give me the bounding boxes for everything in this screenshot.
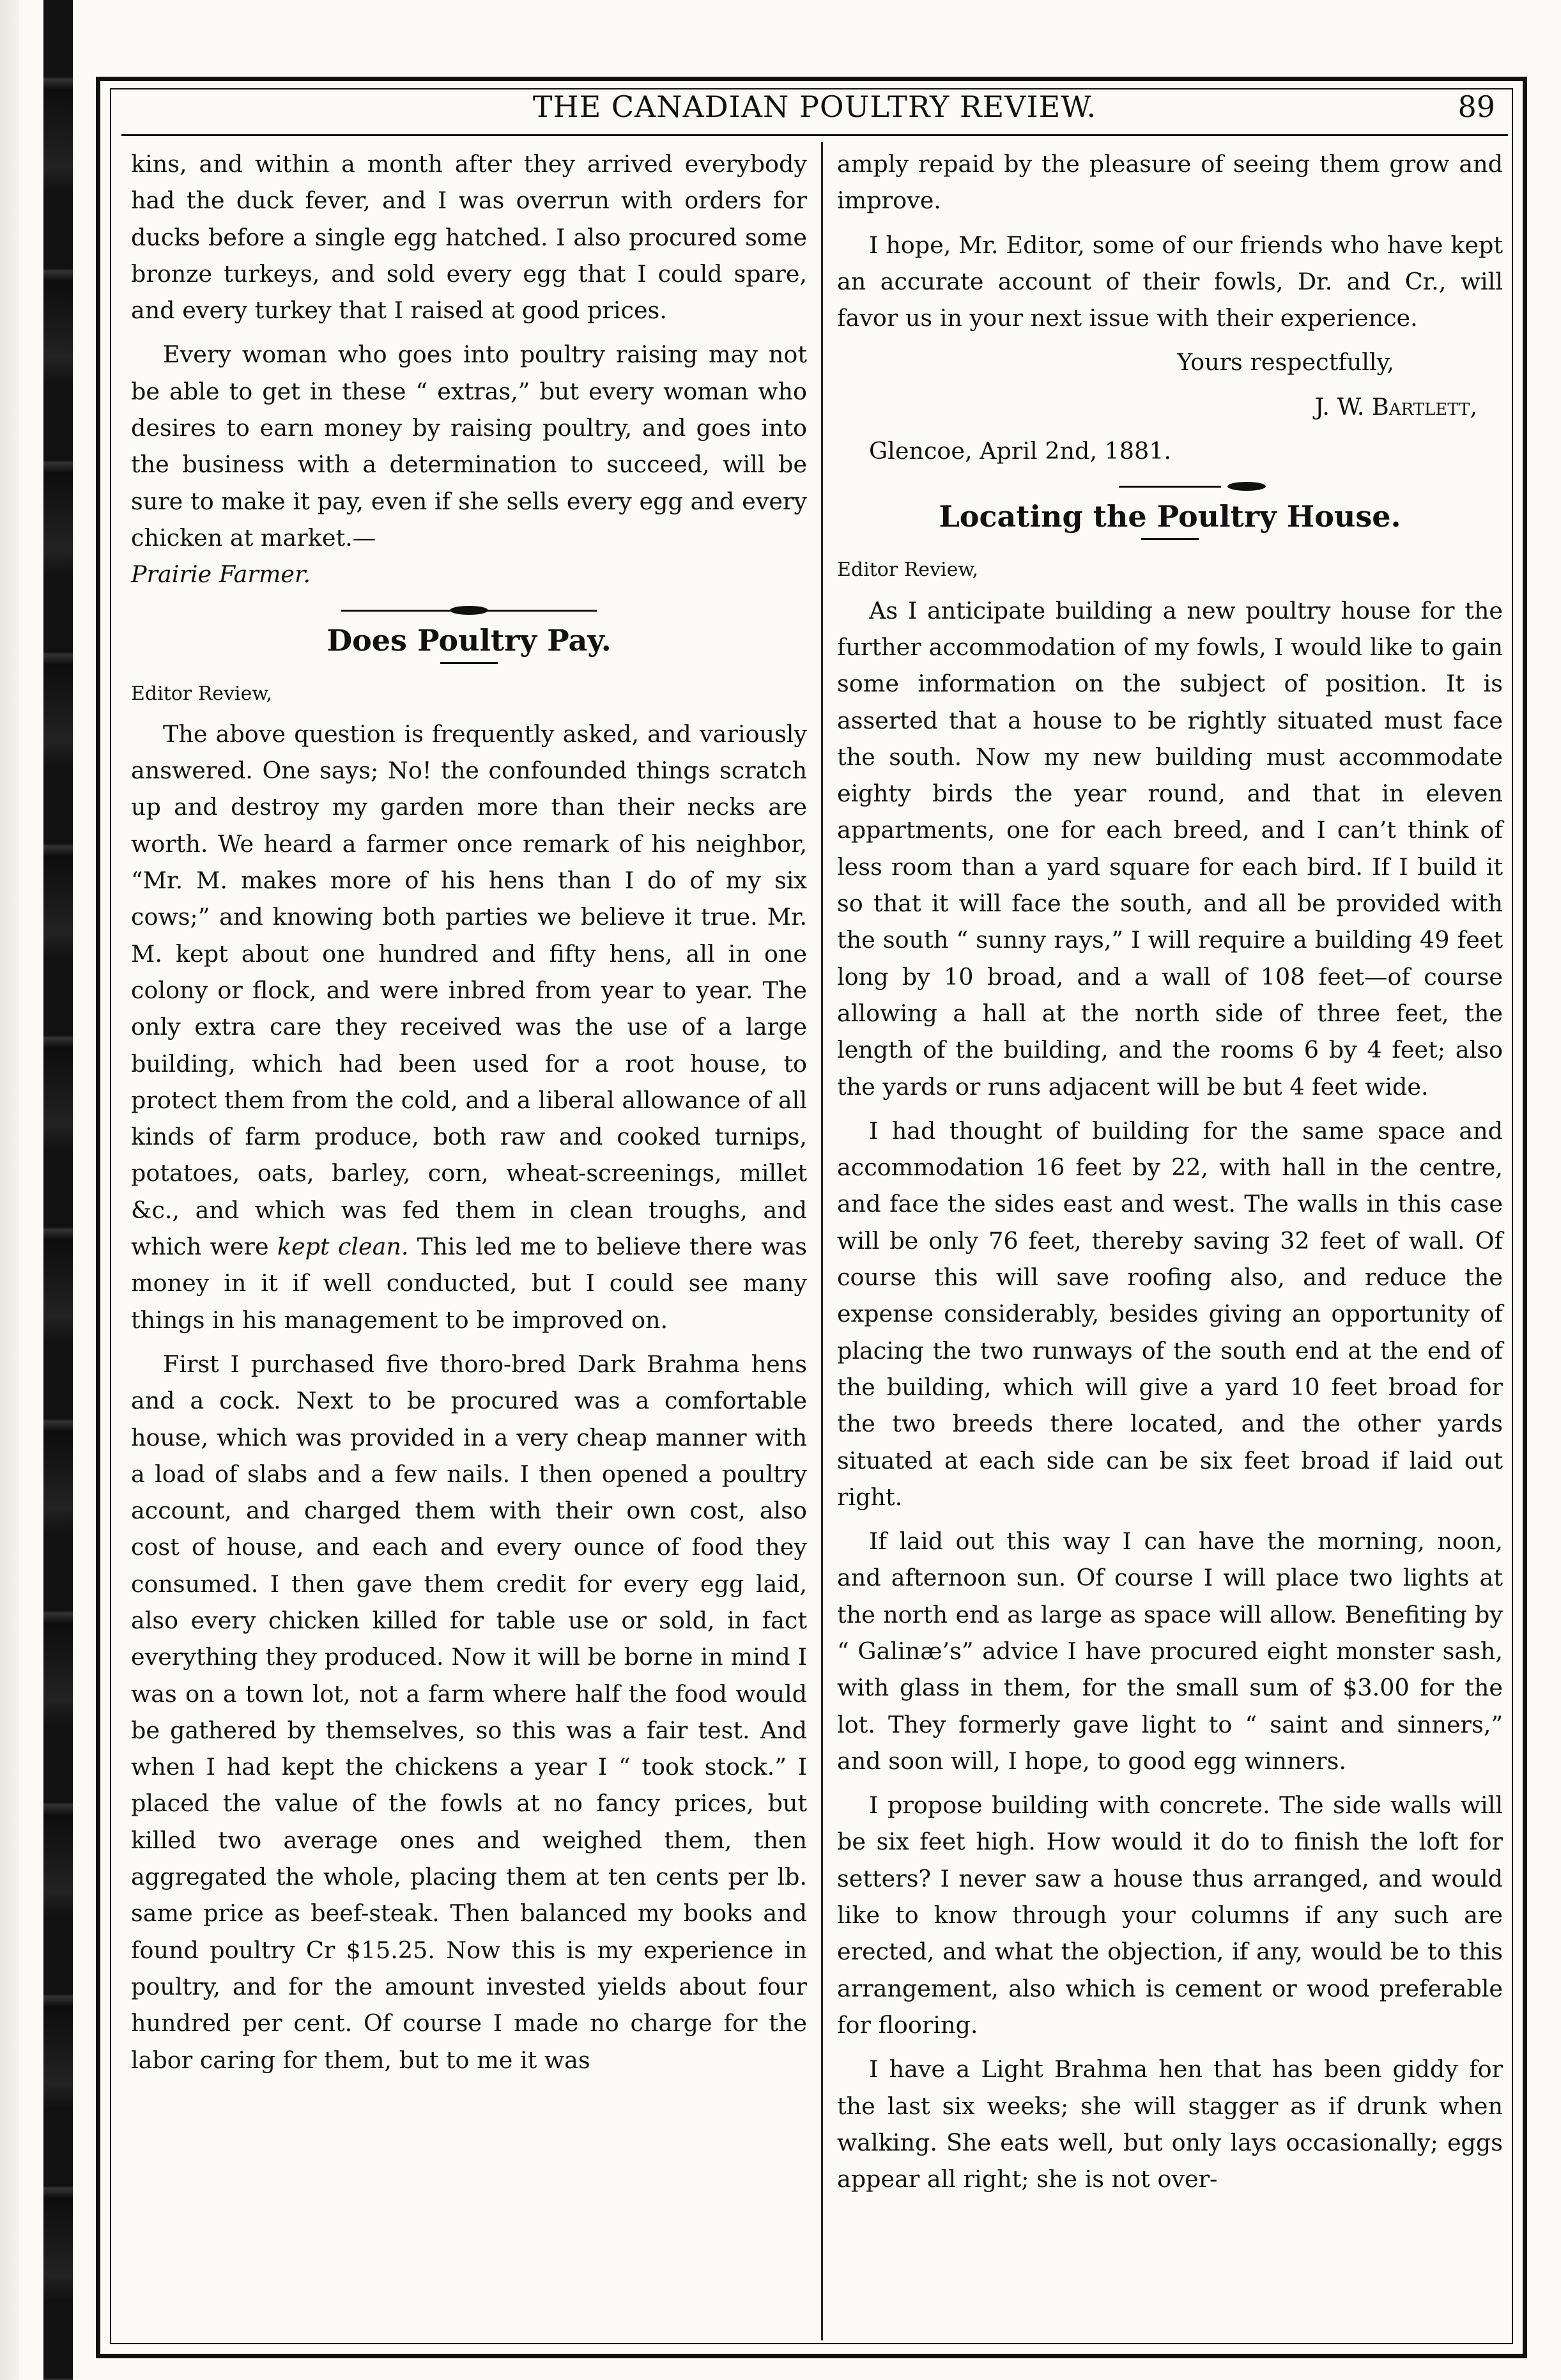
heading-rule [1141, 538, 1199, 540]
signature: J. W. Bartlett, [1314, 392, 1477, 421]
paragraph: If laid out this way I can have the morning, noon, and afternoon sun. Of course I will place two lights at the north end as large as space will allow. Benefiting by “ Galinæ’s” advice I have procured eight monster sash, with glass in them, for the small sum of $3.00 for the lot. They formerly gave light to “ saint and sinners,” and soon will, I hope, to good egg winners. [837, 1527, 1503, 1775]
paragraph: kins, and within a month after they arrived everybody had the duck fever, and I was overrun with orders for ducks before a single egg hatched. I also procured some bronze turkeys, and sold every egg that I could spare, and every turkey that I raised at good prices. [131, 150, 807, 325]
page-number: 89 [1457, 89, 1495, 124]
salutation: Editor Review, [837, 559, 978, 582]
book-spine-shadow [43, 0, 73, 2380]
paragraph: I have a Light Brahma hen that has been giddy for the last six weeks; she will stagger as if drunk when walking. She eats well, but only lays occasionally; eggs appear all right; she is not over- [837, 2055, 1503, 2193]
salutation: Editor Review, [131, 682, 272, 705]
running-header [121, 89, 1508, 141]
right-column [837, 146, 1503, 2342]
header-rule [121, 134, 1508, 136]
scan-page-edge [0, 0, 19, 2380]
heading-rule [440, 662, 498, 664]
paragraph-text: This led me to believe there was money in it if well conducted, but I could see many things in his management to be improved on. [131, 1233, 807, 1334]
section-ornament [341, 603, 597, 617]
paragraph: I propose building with concrete. The side walls will be six feet high. How would it do to finish the loft for setters? I never saw a house thus arranged, and would like to know through your columns if any such are erected, and what the objection, if any, would be to this arrangement, also which is cement or wood preferable for flooring. [837, 1791, 1503, 2039]
place-date: Glencoe, April 2nd, 1881. [869, 437, 1172, 465]
source-citation: Prairie Farmer. [131, 560, 311, 589]
paragraph-text: The above question is frequently asked, and variously answered. One says; No! the confounded things scratch up and destroy my garden more than their necks are worth. We heard a farmer once remark of his neighbor, “Mr. M. makes more of his hens than I do of my six cows;” and knowing both parties we believe it true. Mr. M. kept about one hundred and fifty hens, all in one colony or flock, and were inbred from year to year. The only extra care they received was the use of a large building, which had been used for a root house, to protect them from the cold, and a liberal allowance of all kinds of farm produce, both raw and cooked turnips, potatoes, oats, barley, corn, wheat-screenings, millet &c., and which was fed them in clean troughs, and which were [131, 720, 807, 1261]
paragraph: First I purchased five thoro-bred Dark Brahma hens and a cock. Next to be procured was a comfortable house, which was provided in a very cheap manner with a load of slabs and a few nails. I then opened a poultry account, and charged them with their own cost, also cost of house, and each and every ounce of food they consumed. I then gave them credit for every egg laid, also every chicken killed for table use or sold, in fact everything they produced. Now it will be borne in mind I was on a town lot, not a farm where half the food would be gathered by themselves, so this was a fair test. And when I had kept the chickens a year I “ took stock.” I placed the value of the fowls at no fancy prices, but killed two average ones and weighed them, then aggregated the whole, placing them at ten cents per lb. same price as beef-steak. Then balanced my books and found poultry Cr $15.25. Now this is my experience in poultry, and for the amount invested yields about four hundred per cent. Of course I made no charge for the labor caring for them, but to me it was [131, 1350, 807, 2074]
paragraph-text: Every woman who goes into poultry raising may not be able to get in these “ extras,” but every woman who desires to earn money by raising poultry, and goes into the business with a determination to succeed, will be sure to make it pay, even if she sells every egg and every chicken at market.— [131, 341, 807, 552]
emphasis: kept clean. [277, 1233, 409, 1261]
paragraph [131, 716, 807, 1338]
article-heading: Locating the Poultry House. [939, 499, 1401, 534]
closing: Yours respectfully, [1177, 348, 1394, 376]
article-heading: Does Poultry Pay. [327, 622, 611, 658]
left-column [131, 146, 807, 2342]
section-ornament [1119, 479, 1221, 493]
paragraph: amply repaid by the pleasure of seeing them grow and improve. [837, 150, 1503, 215]
paragraph [131, 336, 807, 592]
paragraph: As I anticipate building a new poultry house for the further accommodation of my fowls, I would like to gain some information on the subject of position. It is asserted that a house to be rightly situated must face the south. Now my new building must accommodate eighty birds the year round, and that in eleven appartments, one for each breed, and I can’t think of less room than a yard square for each bird. If I build it so that it will face the south, and all be provided with the south “ sunny rays,” I will require a building 49 feet long by 10 broad, and a wall of 108 feet—of course allowing a hall at the north side of three feet, the length of the building, and the rooms 6 by 4 feet; also the yards or runs adjacent will be but 4 feet wide. [837, 596, 1503, 1101]
paragraph: I had thought of building for the same space and accommodation 16 feet by 22, with hall in the centre, and face the sides east and west. The walls in this case will be only 76 feet, thereby saving 32 feet of wall. Of course this will save roofing also, and reduce the expense considerably, besides giving an opportunity of placing the two runways of the south end at the end of the building, which will give a yard 10 feet broad for the two breeds there located, and the other yards situated at each side can be six feet broad if laid out right. [837, 1117, 1503, 1511]
paragraph: I hope, Mr. Editor, some of our friends who have kept an accurate account of their fowls, Dr. and Cr., will favor us in your next issue with their experience. [837, 231, 1503, 332]
column-rule [821, 142, 823, 2340]
journal-title: THE CANADIAN POULTRY REVIEW. [532, 89, 1097, 124]
